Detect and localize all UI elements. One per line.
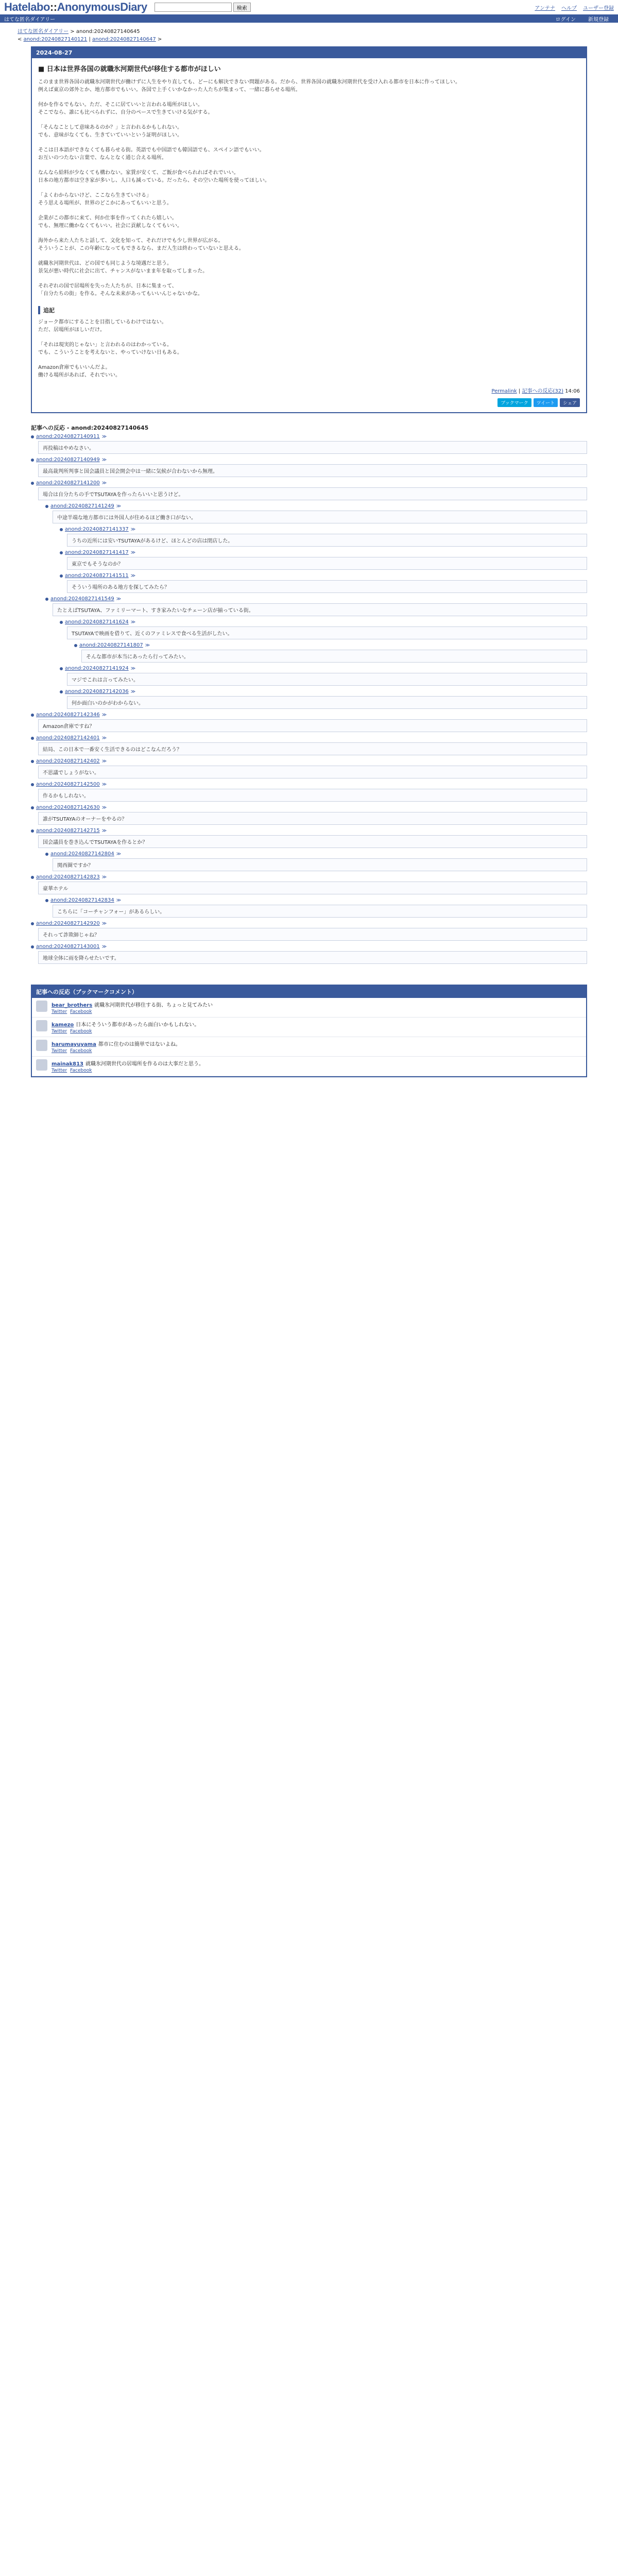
bullet-icon [60, 551, 63, 554]
expand-arrow-icon[interactable]: ≫ [101, 828, 107, 834]
reply-item [31, 480, 587, 500]
article-paragraph [38, 237, 580, 252]
bookmark-comment: 都市に住むのは簡単ではないよね。 [98, 1042, 181, 1047]
bullet-icon [60, 667, 63, 670]
paragraph-line: それぞれの国で居場所を失った人たちが、日本に集まって、 [38, 283, 177, 289]
reply-head [31, 874, 587, 880]
breadcrumb [0, 23, 618, 36]
bullet-icon [45, 899, 48, 902]
reply-head [45, 503, 587, 509]
bookmark-comment: 就職氷河期世代の居場所を作るのは大事だと思う。 [85, 1061, 204, 1067]
reply-item [31, 712, 587, 732]
bullet-icon [31, 945, 34, 948]
reply-link[interactable]: anond:20240827141549 [50, 596, 114, 602]
permalink-link[interactable]: Permalink [491, 388, 517, 394]
expand-arrow-icon[interactable]: ≫ [101, 758, 107, 764]
expand-arrow-icon[interactable]: ≫ [130, 550, 136, 555]
reply-item [60, 573, 587, 593]
paragraph-line: Amazon倉庫でもいいんだよ。 [38, 365, 111, 370]
reply-text: 東京でもそうなのか？ [67, 557, 587, 570]
expand-arrow-icon[interactable]: ≫ [116, 897, 122, 903]
reply-text: こちらに「コーチャンフォー」があるらしい。 [53, 905, 587, 918]
article-title [38, 63, 580, 73]
article-paragraph [38, 146, 580, 162]
search-button[interactable]: 検索 [233, 3, 251, 12]
avatar[interactable] [36, 1040, 47, 1051]
reply-link[interactable]: anond:20240827142630 [36, 805, 100, 810]
logo-main: Hatelabo [4, 1, 50, 13]
bullet-icon [60, 690, 63, 693]
reply-item [60, 550, 587, 570]
bullet-icon [31, 922, 34, 925]
reply-head [31, 434, 587, 439]
breadcrumb-current: anond:20240827140645 [76, 29, 140, 35]
bookmark-comments [31, 985, 587, 1077]
reply-link[interactable]: anond:20240827141337 [65, 527, 129, 532]
bookmark-user[interactable]: harumayuyama [52, 1042, 96, 1047]
article-paragraph [38, 78, 580, 94]
search-area [154, 3, 251, 12]
expand-arrow-icon[interactable]: ≫ [101, 735, 107, 741]
reply-text: 結局、この日本で一番安く生活できるのはどこなんだろう？ [38, 742, 587, 755]
nav-signup-link[interactable]: 新規登録 [588, 16, 609, 23]
reply-link[interactable]: anond:20240827142715 [36, 828, 100, 834]
reply-head [45, 596, 587, 602]
bullet-icon [60, 528, 63, 531]
bullet-icon [45, 505, 48, 508]
article-paragraphs-2 [38, 214, 580, 298]
article-paragraph [38, 318, 580, 334]
paragraph-line: 景気が悪い時代に社会に出て、チャンスがないまま年を取ってしまった。 [38, 268, 208, 274]
reply-item [31, 434, 587, 454]
article-paragraph [38, 101, 580, 116]
search-input[interactable] [154, 3, 232, 12]
reply-head [31, 805, 587, 810]
bullet-icon [31, 737, 34, 740]
reply-text: 誰がTSUTAYAのオーナーをやるの？ [38, 812, 587, 825]
footer-sep: | [517, 388, 522, 394]
nav-right [556, 15, 614, 23]
reply-text: 作るかもしれない。 [38, 789, 587, 802]
article-paragraphs [38, 78, 580, 207]
bullet-icon [31, 806, 34, 809]
expand-arrow-icon[interactable]: ≫ [101, 782, 107, 787]
paragraph-line: 例えば東京の郊外とか、地方都市でもいい。各国で上手くいかなかった人たちが集まって、一緒に暮らせる場所。 [38, 87, 301, 93]
reply-link[interactable]: anond:20240827142500 [36, 782, 100, 787]
reply-text: 最高裁判所判事と国会議員と国会開会中は一緒に気候が合わないから無理。 [38, 464, 587, 477]
reply-head [31, 921, 587, 926]
share-row [38, 398, 580, 407]
reply-item [60, 666, 587, 686]
reply-link[interactable]: anond:20240827140949 [36, 457, 100, 463]
reply-link[interactable]: anond:20240827141417 [65, 550, 129, 555]
paragraph-line: そういうことが、この年齢になってもできるなら、まだ人生は終わっていないと思える。 [38, 246, 244, 251]
bookmark-item [32, 1037, 586, 1057]
expand-arrow-icon[interactable]: ≫ [101, 434, 107, 439]
next-entry-link[interactable]: anond:20240827140647 [92, 37, 156, 42]
paragraph-line: そこでなら、誰にも比べられずに、自分のペースで生きていける気がする。 [38, 110, 213, 115]
bookmark-user[interactable]: bear_brothers [52, 1003, 93, 1008]
reply-head [45, 851, 587, 857]
hatena-bookmark-button[interactable]: ブックマーク [497, 398, 531, 407]
reply-head [31, 457, 587, 463]
reply-link[interactable]: anond:20240827142823 [36, 874, 100, 880]
expand-arrow-icon[interactable]: ≫ [130, 689, 136, 694]
bullet-icon [31, 876, 34, 879]
bookmark-body [52, 1001, 213, 1014]
reply-text: TSUTAYAで映画を借りて、近くのファミレスで食べる生活がしたい。 [67, 626, 587, 639]
bookmark-meta-link[interactable]: Facebook [70, 1029, 92, 1034]
bookmark-user[interactable]: kamezo [52, 1022, 74, 1028]
nav-login-link[interactable]: ログイン [555, 16, 576, 23]
memo-paragraphs [38, 318, 580, 379]
reply-head [31, 828, 587, 834]
article-paragraph [38, 124, 580, 139]
bookmark-meta-link[interactable]: Twitter [52, 1048, 67, 1054]
avatar[interactable] [36, 1001, 47, 1012]
article-paragraph [38, 192, 580, 207]
bookmark-meta [52, 1048, 181, 1054]
reply-text: それって詐欺師じゃね？ [38, 928, 587, 941]
expand-arrow-icon[interactable]: ≫ [101, 712, 107, 718]
bullet-icon [31, 829, 34, 833]
paragraph-line: でも、意味がなくても、生きていていいという証明がほしい。 [38, 132, 182, 138]
avatar[interactable] [36, 1020, 47, 1031]
expand-arrow-icon[interactable]: ≫ [116, 503, 122, 509]
reply-link[interactable]: anond:20240827141807 [79, 642, 143, 648]
paragraph-line: お互いのつたない言葉で、なんとなく通じ合える場所。 [38, 155, 167, 161]
paragraph-line: でも、無理に働かなくてもいい。社会に貢献しなくてもいい。 [38, 223, 182, 229]
reply-item [31, 944, 587, 964]
bookmark-line [52, 1020, 199, 1028]
reply-head [60, 619, 587, 625]
expand-arrow-icon[interactable]: ≫ [130, 666, 136, 671]
post-footer [38, 386, 580, 394]
expand-arrow-icon[interactable]: ≫ [116, 596, 122, 602]
expand-arrow-icon[interactable]: ≫ [145, 642, 150, 648]
reply-text: 何か面白いのかがわからない。 [67, 696, 587, 709]
paragraph-line: 「よくわからないけど、ここなら生きていける」 [38, 193, 151, 198]
bullet-icon [60, 621, 63, 624]
reply-item [31, 874, 587, 894]
expand-arrow-icon[interactable]: ≫ [116, 851, 122, 857]
reply-text: そういう場所のある地方を探してみたら？ [67, 580, 587, 593]
reply-text: 豪華ホテル [38, 882, 587, 894]
post-time: 14:06 [565, 388, 580, 394]
paragraph-line: 「そんなことして意味あるのか？」と言われるかもしれない。 [38, 125, 182, 130]
reply-link[interactable]: anond:20240827142346 [36, 712, 100, 718]
article [31, 46, 587, 413]
bookmark-meta-link[interactable]: Facebook [70, 1009, 92, 1014]
bookmark-list [32, 998, 586, 1076]
paragraph-line: 働ける場所があれば、それでいい。 [38, 372, 121, 378]
reply-text: Amazon倉庫ですね？ [38, 719, 587, 732]
expand-arrow-icon[interactable]: ≫ [101, 944, 107, 950]
bookmark-user[interactable]: mainak813 [52, 1061, 83, 1067]
logo-sep: :: [49, 1, 57, 13]
reply-head [60, 550, 587, 555]
reply-link[interactable]: anond:20240827142401 [36, 735, 100, 741]
bullet-icon [31, 783, 34, 786]
nav-bar [0, 14, 618, 23]
reply-link[interactable]: anond:20240827142920 [36, 921, 100, 926]
expand-arrow-icon[interactable]: ≫ [101, 874, 107, 880]
reply-item [31, 921, 587, 941]
bullet-icon [31, 714, 34, 717]
reply-text: うちの近所には安いTSUTAYAがあるけど、ほとんどの店は閉店した。 [67, 534, 587, 547]
reply-text: 不思議でしょうがない。 [38, 766, 587, 778]
bookmark-item [32, 998, 586, 1018]
paragraph-line: ジョーク都市にすることを目指しているわけではない。 [38, 319, 167, 325]
expand-arrow-icon[interactable]: ≫ [101, 480, 107, 486]
article-paragraph [38, 214, 580, 230]
replies-heading: 記事への反応 - anond:20240827140645 [31, 425, 149, 431]
reply-item [45, 897, 587, 918]
bullet-icon [45, 598, 48, 601]
bookmark-item [32, 1018, 586, 1037]
reply-item [45, 503, 587, 523]
bookmark-meta-link[interactable]: Facebook [70, 1048, 92, 1054]
paragraph-line: 日本の地方都市は空き家が多いし、人口も減っている。だったら、その空いた場所を使ってほしい。 [38, 178, 270, 183]
paragraph-line: でも、こういうことを考えないと、やっていけない日もある。 [38, 350, 182, 355]
next-arrow-icon: > [156, 37, 162, 42]
reply-link[interactable]: anond:20240827142834 [50, 897, 114, 903]
paragraph-line: なんなら給料が少なくても構わない。家賃が安くて、ご飯が食べられればそれでいい。 [38, 170, 239, 176]
logo-bar [0, 0, 618, 14]
bookmark-heading: 記事への反応（ブックマークコメント） [32, 986, 586, 998]
tweet-button[interactable]: ツイート [534, 398, 558, 407]
nav-home-link[interactable]: はてな匿名ダイアリー [4, 16, 56, 23]
bookmark-meta-link[interactable]: Facebook [70, 1068, 92, 1073]
facebook-share-button[interactable]: シェア [560, 398, 580, 407]
reply-link[interactable]: anond:20240827141924 [65, 666, 129, 671]
paragraph-line: このまま世界各国の就職氷河期世代が働けずに人生をやり直しても、どーにも解決できない問題がある。だから、世界各国の就職氷河期世代を受け入れる都市を日本に作ってほしい。 [38, 79, 460, 85]
bookmark-line [52, 1001, 213, 1008]
reply-link[interactable]: anond:20240827141624 [65, 619, 129, 625]
top-link-antenna[interactable]: アンテナ [535, 5, 555, 11]
reply-tree [31, 434, 587, 964]
reply-head [31, 712, 587, 718]
breadcrumb-sep: > [68, 29, 76, 35]
bookmark-line [52, 1040, 181, 1047]
prev-arrow-icon: < [18, 37, 24, 42]
bookmark-reaction-link[interactable]: 記事への反応(32) [522, 388, 563, 394]
bullet-icon [31, 760, 34, 763]
reply-item [45, 851, 587, 871]
reply-text: そんな都市が本当にあったら行ってみたい。 [81, 650, 587, 663]
expand-arrow-icon[interactable]: ≫ [130, 527, 136, 532]
bullet-icon [31, 459, 34, 462]
article-paragraph [38, 282, 580, 298]
paragraph-line: 海外から来た人たちと話して、文化を知って、それだけでも少し世界が広がる。 [38, 238, 224, 244]
expand-arrow-icon[interactable]: ≫ [101, 805, 107, 810]
date-links [0, 36, 618, 46]
reply-head [31, 944, 587, 950]
paragraph-line: 「自分たちの街」を作る。そんな未来があってもいいんじゃないかな。 [38, 291, 203, 297]
reply-head [74, 642, 587, 648]
top-link-register[interactable]: ユーザー登録 [583, 5, 614, 11]
breadcrumb-home[interactable]: はてな匿名ダイアリー [18, 29, 69, 35]
reply-item [31, 735, 587, 755]
bullet-icon [74, 644, 77, 647]
bookmark-comment: 日本にそういう都市があったら面白いかもしれない。 [76, 1022, 200, 1028]
reply-item [31, 457, 587, 477]
reply-link[interactable]: anond:20240827141249 [50, 503, 114, 509]
reply-text: 再投稿はやめなさい。 [38, 441, 587, 454]
reply-head [31, 758, 587, 764]
paragraph-line: 「それは現実的じゃない」と言われるのはわかっている。 [38, 342, 172, 348]
memo-heading: 追記 [38, 306, 580, 314]
paragraph-line: そこは日本語ができなくても暮らせる街。英語でも中国語でも韓国語でも、スペイン語でもいい。 [38, 147, 265, 153]
reply-link[interactable]: anond:20240827143001 [36, 944, 100, 950]
bookmark-meta-link[interactable]: Twitter [52, 1068, 67, 1073]
site-logo[interactable] [4, 1, 147, 14]
reply-text: 場合は自分たちの手でTSUTAYAを作ったらいいと思うけど。 [38, 487, 587, 500]
reply-head [31, 782, 587, 787]
reply-head [31, 480, 587, 486]
reply-item [74, 642, 587, 663]
reply-text: 関西圏ですか？ [53, 858, 587, 871]
expand-arrow-icon[interactable]: ≫ [101, 457, 107, 463]
bookmark-meta-link[interactable]: Twitter [52, 1029, 67, 1034]
reply-item [45, 596, 587, 616]
paragraph-line: 何かを作るでもない。ただ、そこに居ていいと言われる場所がほしい。 [38, 102, 203, 108]
reply-item [31, 828, 587, 848]
reply-text: マジでこれは言ってみたい。 [67, 673, 587, 686]
article-title-text: ■ 日本は世界各国の就職氷河期世代が移住する都市がほしい [38, 65, 221, 73]
bookmark-body [52, 1059, 204, 1073]
reply-link[interactable]: anond:20240827142804 [50, 851, 114, 857]
reply-text: たとえばTSUTAYA、ファミリーマート、すき家みたいなチェーン店が揃っている街。 [53, 603, 587, 616]
bookmark-body [52, 1040, 181, 1054]
reply-item [31, 805, 587, 825]
bullet-icon [60, 574, 63, 578]
reply-item [60, 527, 587, 547]
reply-link[interactable]: anond:20240827140911 [36, 434, 100, 439]
article-body [32, 58, 586, 412]
reply-item [60, 689, 587, 709]
reply-link[interactable]: anond:20240827142402 [36, 758, 100, 764]
paragraph-line: そう思える場所が、世界のどこかにあってもいいと思う。 [38, 200, 172, 206]
bookmark-meta [52, 1029, 199, 1034]
reply-item [31, 782, 587, 802]
paragraph-line: ただ、居場所がほしいだけ。 [38, 327, 105, 333]
reply-head [31, 735, 587, 741]
reply-head [60, 527, 587, 532]
bookmark-comment: 就職氷河期世代が移住する街、ちょっと見てみたい [94, 1003, 213, 1008]
bookmark-meta-link[interactable]: Twitter [52, 1009, 67, 1014]
reply-link[interactable]: anond:20240827142036 [65, 689, 129, 694]
reply-text: 国会議員を巻き込んでTSUTAYAを作るとか？ [38, 835, 587, 848]
bookmark-meta [52, 1068, 204, 1073]
expand-arrow-icon[interactable]: ≫ [130, 619, 136, 625]
reply-head [60, 689, 587, 694]
bullet-icon [31, 482, 34, 485]
bookmark-item [32, 1057, 586, 1076]
bookmark-meta [52, 1009, 213, 1014]
paragraph-line: 企業がこの都市に来て、何か仕事を作ってくれたら嬉しい。 [38, 215, 177, 221]
article-paragraph [38, 169, 580, 184]
reply-item [60, 619, 587, 639]
article-paragraph [38, 364, 580, 379]
bookmark-line [52, 1059, 204, 1067]
logo-sub: AnonymousDiary [57, 1, 147, 13]
reply-head [45, 897, 587, 903]
article-date: 2024-08-27 [32, 47, 586, 58]
paragraph-line: 就職氷河期世代は、どの国でも同じような境遇だと思う。 [38, 261, 172, 266]
article-paragraph [38, 260, 580, 275]
expand-arrow-icon[interactable]: ≫ [101, 921, 107, 926]
reply-item [31, 758, 587, 778]
prev-entry-link[interactable]: anond:20240827140121 [23, 37, 88, 42]
expand-arrow-icon[interactable]: ≫ [130, 573, 136, 579]
bookmark-body [52, 1020, 199, 1034]
bullet-icon [45, 853, 48, 856]
top-link-help[interactable]: ヘルプ [561, 5, 577, 11]
article-paragraph [38, 341, 580, 357]
bullet-icon [31, 435, 34, 438]
reply-text: 地球全体に雨を降らせたいです。 [38, 951, 587, 964]
reply-head [60, 666, 587, 671]
reply-link[interactable]: anond:20240827141200 [36, 480, 100, 486]
reply-link[interactable]: anond:20240827141511 [65, 573, 129, 579]
reply-head [60, 573, 587, 579]
date-sep: | [87, 37, 93, 42]
avatar[interactable] [36, 1059, 47, 1071]
reply-text: 中途半端な地方都市には外国人が住めるほど働き口がない。 [53, 511, 587, 523]
top-links [535, 4, 614, 11]
